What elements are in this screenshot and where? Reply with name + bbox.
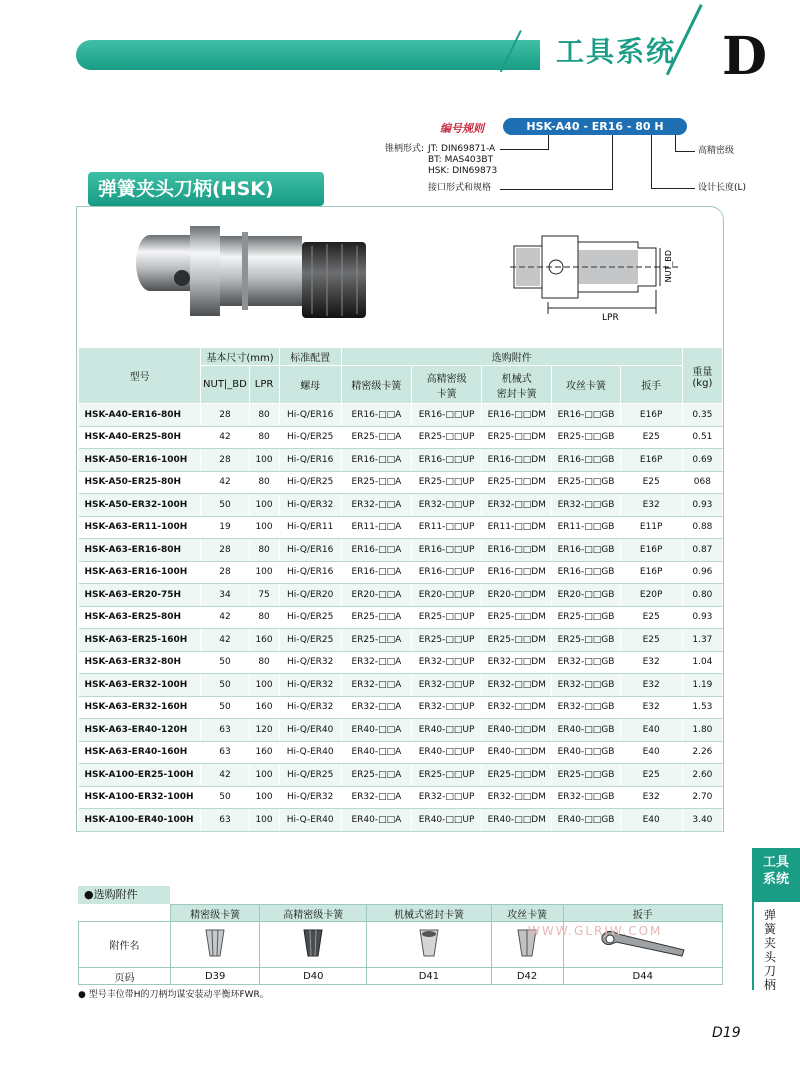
table-cell: 1.80 — [682, 719, 722, 742]
footnote: ● 型号丰位带H的刀柄均谋安装动平衡环FWR。 — [78, 990, 269, 1000]
table-cell: 160 — [249, 741, 279, 764]
table-cell: 1.19 — [682, 674, 722, 697]
table-cell: ER40-□□A — [341, 719, 411, 742]
table-cell: Hi-Q/ER25 — [279, 629, 341, 652]
table-cell: E32 — [620, 696, 682, 719]
table-cell: ER32-□□A — [341, 696, 411, 719]
model-cell: HSK-A100-ER32-100H — [79, 786, 201, 809]
table-cell: 80 — [249, 404, 279, 427]
shank-label: 锥柄形式: — [385, 144, 425, 154]
table-cell: ER11-□□DM — [482, 516, 552, 539]
table-cell: ER11-□□A — [341, 516, 411, 539]
table-row — [79, 696, 723, 719]
table-cell: E40 — [620, 809, 682, 832]
table-cell: 120 — [249, 719, 279, 742]
table-cell: 0.80 — [682, 584, 722, 607]
col-nut-bd: NUT|_BD — [201, 366, 249, 404]
shank-line: HSK: DIN69873 — [428, 166, 498, 176]
table-cell: ER32-□□GB — [552, 786, 620, 809]
table-cell: 50 — [201, 786, 249, 809]
table-cell: 75 — [249, 584, 279, 607]
table-cell: ER32-□□GB — [552, 651, 620, 674]
rule-code: HSK-A40 - ER16 - 80 H — [503, 118, 687, 135]
lpr-label: LPR — [602, 313, 619, 323]
tool-holder-photo — [132, 218, 382, 330]
table-cell: E32 — [620, 494, 682, 517]
table-cell: ER25-□□UP — [411, 426, 481, 449]
table-cell: ER40-□□A — [341, 809, 411, 832]
table-cell: ER16-□□UP — [411, 449, 481, 472]
table-cell: E16P — [620, 561, 682, 584]
table-cell: ER40-□□UP — [411, 719, 481, 742]
rule-line — [675, 151, 695, 152]
page-number: D19 — [712, 1025, 741, 1041]
table-cell: ER32-□□DM — [482, 674, 552, 697]
table-cell: ER16-□□GB — [552, 539, 620, 562]
table-cell: ER40-□□GB — [552, 809, 620, 832]
table-cell: ER16-□□A — [341, 561, 411, 584]
model-cell: HSK-A63-ER20-75H — [79, 584, 201, 607]
table-cell: ER32-□□UP — [411, 696, 481, 719]
col-weight: 重量 (kg) — [682, 348, 722, 404]
table-cell: ER32-□□DM — [482, 696, 552, 719]
table-cell: ER40-□□GB — [552, 719, 620, 742]
table-cell: ER25-□□GB — [552, 426, 620, 449]
page-title: 工具系统 — [556, 35, 677, 68]
table-cell: ER16-□□UP — [411, 539, 481, 562]
interface-label: 接口形式和规格 — [428, 183, 492, 193]
table-cell: ER25-□□UP — [411, 471, 481, 494]
table-cell: E25 — [620, 629, 682, 652]
table-cell: 1.04 — [682, 651, 722, 674]
col-seal-collet: 机械式 密封卡簧 — [482, 366, 552, 404]
acc-page: D39 — [171, 968, 260, 985]
table-cell: ER25-□□A — [341, 426, 411, 449]
model-cell: HSK-A50-ER32-100H — [79, 494, 201, 517]
table-cell: Hi-Q-ER40 — [279, 741, 341, 764]
model-cell: HSK-A50-ER16-100H — [79, 449, 201, 472]
table-cell: ER11-□□GB — [552, 516, 620, 539]
table-cell: ER20-□□DM — [482, 584, 552, 607]
model-cell: HSK-A63-ER32-80H — [79, 651, 201, 674]
table-cell: Hi-Q/ER11 — [279, 516, 341, 539]
table-cell: ER25-□□UP — [411, 764, 481, 787]
rule-label: 编号规则 — [440, 122, 484, 135]
rule-line — [651, 188, 695, 189]
table-cell: E25 — [620, 426, 682, 449]
col-standard: 标准配置 — [279, 348, 341, 366]
acc-page-label: 页码 — [79, 968, 171, 985]
acc-header: 高精密级卡簧 — [260, 905, 367, 922]
table-cell: 28 — [201, 561, 249, 584]
table-cell: ER16-□□GB — [552, 561, 620, 584]
table-cell: ER32-□□UP — [411, 651, 481, 674]
table-cell: 0.96 — [682, 561, 722, 584]
table-cell: ER32-□□GB — [552, 674, 620, 697]
table-cell: E25 — [620, 606, 682, 629]
table-row — [79, 539, 723, 562]
model-cell: HSK-A40-ER25-80H — [79, 426, 201, 449]
table-cell: 0.93 — [682, 606, 722, 629]
table-cell: 42 — [201, 764, 249, 787]
table-cell: E25 — [620, 471, 682, 494]
col-nut: 螺母 — [279, 366, 341, 404]
table-cell: ER40-□□GB — [552, 741, 620, 764]
table-cell: ER40-□□DM — [482, 809, 552, 832]
table-cell: ER40-□□UP — [411, 809, 481, 832]
table-cell: Hi-Q/ER16 — [279, 561, 341, 584]
table-cell: Hi-Q/ER20 — [279, 584, 341, 607]
table-cell: ER25-□□A — [341, 629, 411, 652]
table-cell: Hi-Q/ER25 — [279, 764, 341, 787]
table-row — [79, 426, 723, 449]
side-line — [752, 900, 754, 990]
table-cell: ER20-□□UP — [411, 584, 481, 607]
table-cell: ER25-□□GB — [552, 629, 620, 652]
table-row — [79, 516, 723, 539]
table-cell: ER32-□□A — [341, 674, 411, 697]
chapter-letter: D — [722, 26, 768, 87]
table-cell: ER40-□□DM — [482, 719, 552, 742]
table-row — [79, 584, 723, 607]
precision-label: 高精密级 — [698, 146, 735, 156]
table-cell: ER25-□□A — [341, 764, 411, 787]
table-cell: 42 — [201, 606, 249, 629]
rule-line — [612, 135, 613, 189]
accessories-table — [78, 904, 723, 985]
table-cell: ER16-□□A — [341, 404, 411, 427]
table-cell: 42 — [201, 426, 249, 449]
table-cell: E40 — [620, 719, 682, 742]
collet-icon — [171, 922, 260, 968]
table-cell: 80 — [249, 539, 279, 562]
table-cell: Hi-Q/ER25 — [279, 426, 341, 449]
table-cell: 160 — [249, 696, 279, 719]
collet-icon — [260, 922, 367, 968]
table-cell: 0.35 — [682, 404, 722, 427]
table-row — [79, 606, 723, 629]
table-cell: 80 — [249, 651, 279, 674]
table-row — [79, 404, 723, 427]
table-cell: ER32-□□DM — [482, 494, 552, 517]
table-cell: ER25-□□DM — [482, 426, 552, 449]
table-cell: ER16-□□UP — [411, 561, 481, 584]
table-cell: ER32-□□DM — [482, 651, 552, 674]
table-cell: 63 — [201, 809, 249, 832]
rule-line — [651, 135, 652, 188]
table-cell: 50 — [201, 696, 249, 719]
table-cell: 1.37 — [682, 629, 722, 652]
shank-line: JT: DIN69871-A — [428, 144, 496, 154]
table-cell: ER25-□□UP — [411, 629, 481, 652]
table-cell: E25 — [620, 764, 682, 787]
table-cell: ER32-□□GB — [552, 696, 620, 719]
table-cell: Hi-Q/ER40 — [279, 719, 341, 742]
table-cell: ER32-□□UP — [411, 786, 481, 809]
table-cell: 100 — [249, 561, 279, 584]
table-cell: E32 — [620, 674, 682, 697]
table-cell: 80 — [249, 426, 279, 449]
table-cell: 3.40 — [682, 809, 722, 832]
model-cell: HSK-A63-ER32-100H — [79, 674, 201, 697]
table-cell: E16P — [620, 539, 682, 562]
table-cell: Hi-Q/ER32 — [279, 494, 341, 517]
col-model: 型号 — [79, 348, 201, 404]
table-cell: E11P — [620, 516, 682, 539]
col-wrench: 扳手 — [620, 366, 682, 404]
table-cell: ER25-□□GB — [552, 606, 620, 629]
table-cell: 42 — [201, 629, 249, 652]
acc-header: 攻丝卡簧 — [491, 905, 563, 922]
accessories-title: ●选购附件 — [78, 886, 170, 904]
table-row — [79, 651, 723, 674]
table-cell: E16P — [620, 449, 682, 472]
acc-page: D44 — [563, 968, 723, 985]
table-cell: 0.88 — [682, 516, 722, 539]
acc-corner — [79, 905, 171, 922]
model-cell: HSK-A63-ER32-160H — [79, 696, 201, 719]
table-row — [79, 629, 723, 652]
table-row — [79, 449, 723, 472]
table-cell: 19 — [201, 516, 249, 539]
table-cell: ER20-□□GB — [552, 584, 620, 607]
table-cell: ER25-□□DM — [482, 606, 552, 629]
table-cell: ER16-□□A — [341, 449, 411, 472]
model-cell: HSK-A63-ER16-100H — [79, 561, 201, 584]
table-cell: ER25-□□GB — [552, 471, 620, 494]
table-cell: E32 — [620, 651, 682, 674]
table-row — [79, 764, 723, 787]
table-cell: 1.53 — [682, 696, 722, 719]
table-cell: 50 — [201, 494, 249, 517]
table-cell: ER32-□□A — [341, 786, 411, 809]
table-cell: 42 — [201, 471, 249, 494]
table-cell: ER32-□□GB — [552, 494, 620, 517]
model-cell: HSK-A100-ER25-100H — [79, 764, 201, 787]
table-cell: ER25-□□A — [341, 606, 411, 629]
table-cell: 28 — [201, 404, 249, 427]
watermark: WWW.GLRJW.COM — [528, 924, 663, 938]
table-cell: 100 — [249, 674, 279, 697]
table-cell: 0.51 — [682, 426, 722, 449]
col-options: 选购附件 — [341, 348, 682, 366]
table-cell: ER16-□□DM — [482, 404, 552, 427]
model-cell: HSK-A63-ER40-160H — [79, 741, 201, 764]
table-cell: Hi-Q/ER32 — [279, 651, 341, 674]
table-cell: 0.93 — [682, 494, 722, 517]
table-cell: Hi-Q/ER32 — [279, 786, 341, 809]
side-tab-text: 工具 系统 — [762, 855, 789, 887]
model-cell: HSK-A63-ER25-80H — [79, 606, 201, 629]
length-label: 设计长度(L) — [698, 183, 747, 193]
col-basic: 基本尺寸(mm) — [201, 348, 279, 366]
table-row — [79, 741, 723, 764]
table-cell: 100 — [249, 494, 279, 517]
table-cell: ER32-□□DM — [482, 786, 552, 809]
col-tap-collet: 攻丝卡簧 — [552, 366, 620, 404]
model-cell: HSK-A50-ER25-80H — [79, 471, 201, 494]
rule-line — [675, 135, 676, 151]
table-cell: 100 — [249, 449, 279, 472]
table-cell: Hi-Q/ER32 — [279, 674, 341, 697]
nut-bd-label: NUT_BD — [664, 250, 673, 283]
table-row — [79, 561, 723, 584]
acc-row-label: 附件名 — [79, 922, 171, 968]
table-cell: ER16-□□DM — [482, 561, 552, 584]
table-cell: ER25-□□DM — [482, 629, 552, 652]
table-cell: ER40-□□DM — [482, 741, 552, 764]
table-cell: E20P — [620, 584, 682, 607]
col-precision-collet: 精密级卡簧 — [341, 366, 411, 404]
table-cell: ER11-□□UP — [411, 516, 481, 539]
acc-header: 机械式密封卡簧 — [367, 905, 491, 922]
table-cell: 0.69 — [682, 449, 722, 472]
side-tab — [752, 848, 800, 902]
holder-diagram — [508, 228, 683, 323]
table-cell: 28 — [201, 539, 249, 562]
table-cell: 80 — [249, 471, 279, 494]
section-title: 弹簧夹头刀柄(HSK) — [88, 172, 324, 206]
table-cell: 2.70 — [682, 786, 722, 809]
model-cell: HSK-A63-ER16-80H — [79, 539, 201, 562]
table-cell: ER25-□□A — [341, 471, 411, 494]
table-cell: E32 — [620, 786, 682, 809]
table-cell: 100 — [249, 516, 279, 539]
table-cell: ER25-□□UP — [411, 606, 481, 629]
table-cell: ER25-□□DM — [482, 471, 552, 494]
model-cell: HSK-A100-ER40-100H — [79, 809, 201, 832]
table-cell: Hi-Q-ER40 — [279, 809, 341, 832]
table-cell: ER25-□□GB — [552, 764, 620, 787]
col-lpr: LPR — [249, 366, 279, 404]
table-cell: ER16-□□A — [341, 539, 411, 562]
acc-header: 精密级卡簧 — [171, 905, 260, 922]
col-hp-collet: 高精密级 卡簧 — [411, 366, 481, 404]
shank-line: BT: MAS403BT — [428, 155, 494, 165]
collet-icon — [367, 922, 491, 968]
rule-line — [500, 149, 549, 150]
table-cell: 100 — [249, 764, 279, 787]
table-row — [79, 809, 723, 832]
table-row — [79, 786, 723, 809]
table-cell: ER40-□□A — [341, 741, 411, 764]
table-cell: 100 — [249, 809, 279, 832]
table-cell: Hi-Q/ER16 — [279, 539, 341, 562]
table-cell: ER16-□□GB — [552, 404, 620, 427]
table-row — [79, 719, 723, 742]
table-cell: ER20-□□A — [341, 584, 411, 607]
table-cell: E40 — [620, 741, 682, 764]
table-row — [79, 471, 723, 494]
table-cell: 2.26 — [682, 741, 722, 764]
model-cell: HSK-A63-ER40-120H — [79, 719, 201, 742]
table-cell: 28 — [201, 449, 249, 472]
table-cell: ER32-□□UP — [411, 674, 481, 697]
table-cell: ER16-□□DM — [482, 539, 552, 562]
table-cell: E16P — [620, 404, 682, 427]
table-cell: 34 — [201, 584, 249, 607]
table-row — [79, 674, 723, 697]
table-cell: ER32-□□A — [341, 494, 411, 517]
table-cell: 160 — [249, 629, 279, 652]
table-cell: 50 — [201, 674, 249, 697]
acc-page: D41 — [367, 968, 491, 985]
acc-header: 扳手 — [563, 905, 723, 922]
table-cell: ER16-□□GB — [552, 449, 620, 472]
table-cell: Hi-Q/ER32 — [279, 696, 341, 719]
table-cell: Hi-Q/ER16 — [279, 449, 341, 472]
table-cell: ER25-□□DM — [482, 764, 552, 787]
table-cell: ER40-□□UP — [411, 741, 481, 764]
table-cell: 100 — [249, 786, 279, 809]
model-cell: HSK-A63-ER11-100H — [79, 516, 201, 539]
model-cell: HSK-A63-ER25-160H — [79, 629, 201, 652]
table-cell: Hi-Q/ER25 — [279, 471, 341, 494]
table-cell: 50 — [201, 651, 249, 674]
table-row — [79, 494, 723, 517]
table-cell: 2.60 — [682, 764, 722, 787]
rule-line — [500, 189, 613, 190]
table-cell: ER16-□□DM — [482, 449, 552, 472]
table-cell: ER32-□□A — [341, 651, 411, 674]
table-cell: ER32-□□UP — [411, 494, 481, 517]
model-cell: HSK-A40-ER16-80H — [79, 404, 201, 427]
table-cell: 80 — [249, 606, 279, 629]
table-cell: 0.87 — [682, 539, 722, 562]
table-cell: Hi-Q/ER16 — [279, 404, 341, 427]
table-cell: Hi-Q/ER25 — [279, 606, 341, 629]
acc-page: D42 — [491, 968, 563, 985]
spec-table — [78, 347, 723, 832]
table-cell: 068 — [682, 471, 722, 494]
table-cell: 63 — [201, 719, 249, 742]
rule-line — [548, 135, 549, 149]
table-cell: ER16-□□UP — [411, 404, 481, 427]
table-cell: 63 — [201, 741, 249, 764]
acc-page: D40 — [260, 968, 367, 985]
side-label: 弹簧夹头刀柄 — [763, 908, 776, 992]
